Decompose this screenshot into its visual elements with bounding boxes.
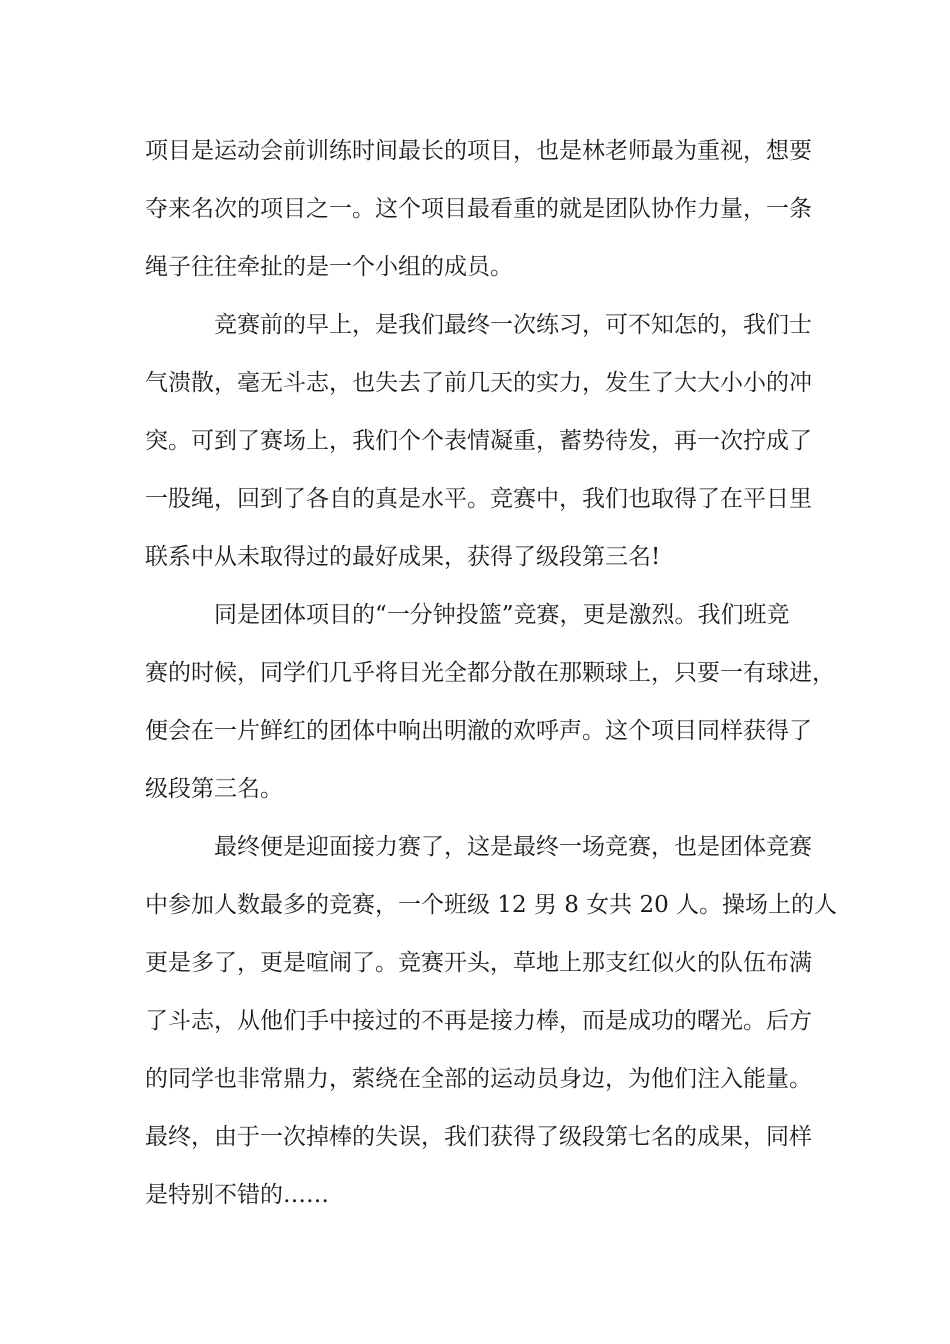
text-line: 便会在一片鲜红的团体中响出明澈的欢呼声。这个项目同样获得了 [145,718,812,744]
text-line: 了斗志，从他们手中接过的不再是接力棒，而是成功的曙光。后方 [145,1008,812,1034]
text-line: 最终，由于一次掉棒的失误，我们获得了级段第七名的成果，同样 [145,1124,812,1150]
text-line: 同是团体项目的“一分钟投篮”竞赛，更是激烈。我们班竞 [214,602,790,628]
text-line: 联系中从未取得过的最好成果，获得了级段第三名! [145,544,661,570]
text-line: 突。可到了赛场上，我们个个表情凝重，蓄势待发，再一次拧成了 [145,428,812,454]
text-line: 是特别不错的…… [145,1182,329,1208]
text-line: 最终便是迎面接力赛了，这是最终一场竞赛，也是团体竞赛 [214,834,812,860]
text-line: 绳子往往牵扯的是一个小组的成员。 [145,254,513,280]
text-line: 项目是运动会前训练时间最长的项目，也是林老师最为重视，想要 [145,138,812,164]
text-line: 竞赛前的早上，是我们最终一次练习，可不知怎的，我们士 [214,312,812,338]
text-line: 一股绳，回到了各自的真是水平。竞赛中，我们也取得了在平日里 [145,486,812,512]
text-line: 赛的时候，同学们几乎将目光全都分散在那颗球上，只要一有球进， [145,660,835,686]
text-line: 级段第三名。 [145,776,283,802]
text-line: 的同学也非常鼎力，萦绕在全部的运动员身边，为他们注入能量。 [145,1066,812,1092]
text-line: 气溃散，毫无斗志，也失去了前几天的实力，发生了大大小小的冲 [145,370,812,396]
text-line: 更是多了，更是喧闹了。竞赛开头，草地上那支红似火的队伍布满 [145,950,812,976]
text-line: 中参加人数最多的竞赛，一个班级 12 男 8 女共 20 人。操场上的人 [145,892,838,918]
text-line: 夺来名次的项目之一。这个项目最看重的就是团队协作力量，一条 [145,196,812,222]
